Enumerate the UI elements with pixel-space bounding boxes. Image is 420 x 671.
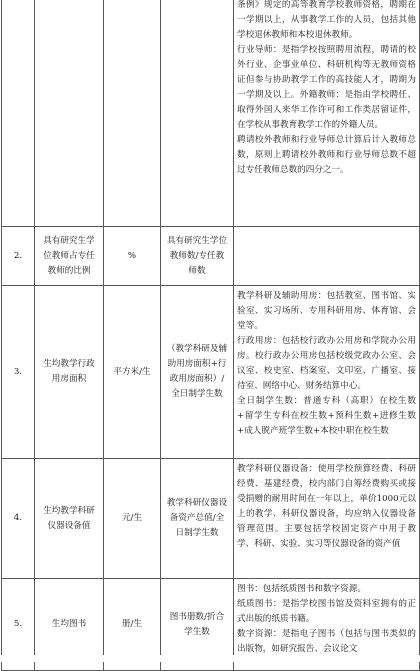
unit: % [104,227,161,286]
definition-paragraph: 数字资源：是指电子图书（包括与图书类似的出版物，如研究报告、会议论文 [237,629,416,654]
formula: 具有研究生学位教师数/专任教师数 [161,227,234,286]
formula: （教学科研及辅助用房面积+行政用房面积）/全日制学生数 [161,286,234,459]
indicator-name: 生均教学行政用房面积 [35,286,104,459]
definition-cell [234,459,420,579]
num-cell [2,0,35,227]
indicator-name: 具有研究生学位教师占专任教师的比例 [35,227,104,286]
table-row [2,286,420,459]
indicator-table [1,0,420,671]
definition-cell [234,0,420,227]
definition-paragraph: 行业导师：是指学校按照聘用流程，聘请的校外行业、企事业单位、科研机构等无教师资格证但参与协助教学工作的高技能人才，聘期为一学期及以上。外籍教师：是指由学校聘任、取得外国人来华工作许可和工作类居留证件，在学校从事教育教学工作的外籍人员。 [237,45,416,130]
unit: 平方米/生 [104,286,161,459]
definition-paragraph: 教学科研仪器设备：使用学校预算经费、科研经费、基建经费，校内部门自筹经费购买或接受捐赠的耐用时间在一年以上，单价1000元以上的教学、科研仪器设备，均应纳入仪器设备管理范围。主要包括学校固定资产中用于教学、科研、实验、实习等仪器设备的资产值 [237,464,416,549]
definition-paragraph: 条例》规定的高等教育学校教师资格，聘期在一学期以上，从事教学工作的人员，包括其他学校退休教师和本校退休教师。 [237,0,416,40]
indicator-name: 生均图书 [35,579,104,671]
indicator-name: 生均教学科研仪器设备值 [35,459,104,579]
row-number: 4. [2,459,35,579]
definition-cell [234,286,420,459]
definition-paragraph: 全日制学生数：普通专科（高职）在校生数+留学生专科在校生数+预科生数+进修生数+成人脱产班学生数+本校中职在校生数 [237,396,416,436]
table-row-continued [2,0,420,227]
definition-paragraph: 行政用房：包括校行政办公用房和学院办公用房。校行政办公用房包括校级党政办公室、会议室、校史室、档案室、文印室、广播室、接待室、网络中心、财务结算中心。 [237,336,416,391]
unit: 元/生 [104,459,161,579]
definition-paragraph: 教学科研及辅助用房：包括教室、图书馆、实验室、实习场所、专用科研用房、体育馆、会堂等。 [237,291,416,331]
unit: 册/生 [104,579,161,671]
definition-paragraph: 聘请校外教师和行业导师总计算后计入教师总数，原则上聘请校外教师和行业导师总数不超过专任教师总数的四分之一。 [237,135,416,175]
table-row [2,227,420,286]
table-row [2,459,420,579]
indicator-name-cell [35,0,104,227]
page-bottom-edge [0,655,420,662]
row-number: 3. [2,286,35,459]
row-number: 2. [2,227,35,286]
definition-paragraph: 纸质图书：是指学校图书馆及资料室拥有的正式出版的纸质书籍。 [237,599,416,624]
unit-cell [104,0,161,227]
formula: 教学科研仪器设备资产总值/全日制学生数 [161,459,234,579]
formula: 图书册数/折合学生数 [161,579,234,671]
definition-cell [234,227,420,286]
formula-cell [161,0,234,227]
row-number: 5. [2,579,35,671]
definition-paragraph: 图书：包括纸质图书和数字资源。 [237,584,366,594]
